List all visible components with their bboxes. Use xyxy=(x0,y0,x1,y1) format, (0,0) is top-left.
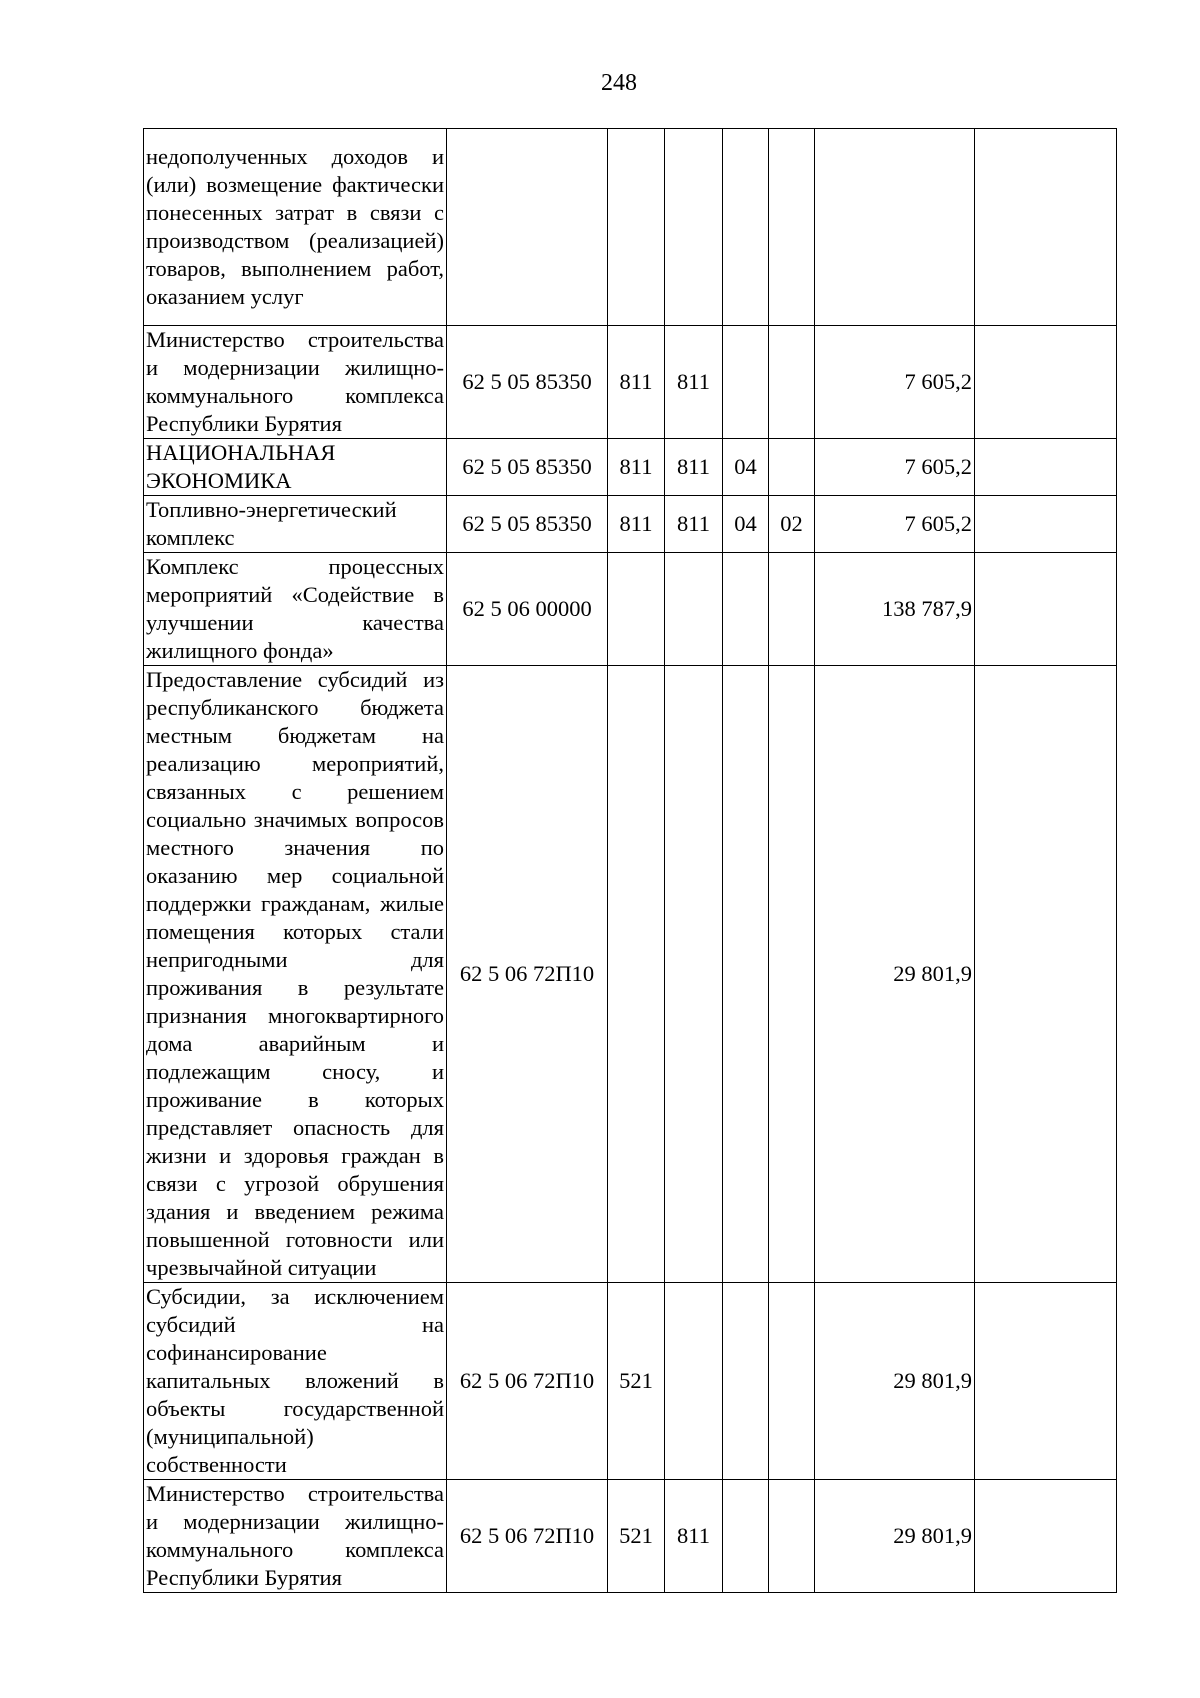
target-article-code: 62 5 06 72П10 xyxy=(447,1480,608,1593)
expense-type-code: 521 xyxy=(608,1283,665,1480)
table-row xyxy=(144,666,1117,1283)
subsection-code xyxy=(769,1480,815,1593)
section-code: 04 xyxy=(723,439,769,496)
target-article-code: 62 5 05 85350 xyxy=(447,326,608,439)
extra-cell xyxy=(975,129,1117,326)
expense-type-code xyxy=(608,129,665,326)
row-name: Комплекс процессных мероприятий «Содействие в улучшении качества жилищного фонда» xyxy=(144,553,447,666)
target-article-code: 62 5 06 72П10 xyxy=(447,1283,608,1480)
expense-type-code: 811 xyxy=(608,326,665,439)
extra-cell xyxy=(975,553,1117,666)
table-row xyxy=(144,326,1117,439)
budget-manager-code: 811 xyxy=(665,1480,723,1593)
section-code xyxy=(723,1283,769,1480)
extra-cell xyxy=(975,326,1117,439)
amount: 138 787,9 xyxy=(815,553,975,666)
row-name: Министерство строительства и модернизации жилищно-коммунального комплекса Республики Бурятия xyxy=(144,1480,447,1593)
budget-manager-code xyxy=(665,1283,723,1480)
subsection-code: 02 xyxy=(769,496,815,553)
amount xyxy=(815,129,975,326)
table-row xyxy=(144,553,1117,666)
subsection-code xyxy=(769,129,815,326)
budget-manager-code: 811 xyxy=(665,439,723,496)
row-name: Министерство строительства и модернизации жилищно-коммунального комплекса Республики Бурятия xyxy=(144,326,447,439)
target-article-code: 62 5 06 72П10 xyxy=(447,666,608,1283)
budget-table xyxy=(143,128,1117,1593)
expense-type-code: 521 xyxy=(608,1480,665,1593)
target-article-code: 62 5 05 85350 xyxy=(447,496,608,553)
amount: 29 801,9 xyxy=(815,666,975,1283)
target-article-code: 62 5 06 00000 xyxy=(447,553,608,666)
amount: 29 801,9 xyxy=(815,1283,975,1480)
table-row xyxy=(144,439,1117,496)
budget-manager-code xyxy=(665,666,723,1283)
budget-manager-code: 811 xyxy=(665,326,723,439)
row-name: Предоставление субсидий из республиканского бюджета местным бюджетам на реализацию мероприятий, связанных с решением социально значимых вопросов местного значения по оказанию мер социальной поддержки гражданам, жилые помещения которых стали непригодными для проживания в результате признания многоквартирного дома аварийным и подлежащим сносу, и проживание в которых представляет опасность для жизни и здоровья граждан в связи с угрозой обрушения здания и введением режима повышенной готовности или чрезвычайной ситуации xyxy=(144,666,447,1283)
table-row xyxy=(144,1283,1117,1480)
amount: 29 801,9 xyxy=(815,1480,975,1593)
section-code xyxy=(723,326,769,439)
amount: 7 605,2 xyxy=(815,496,975,553)
table-row xyxy=(144,496,1117,553)
section-code xyxy=(723,1480,769,1593)
expense-type-code xyxy=(608,666,665,1283)
amount: 7 605,2 xyxy=(815,439,975,496)
amount: 7 605,2 xyxy=(815,326,975,439)
extra-cell xyxy=(975,496,1117,553)
extra-cell xyxy=(975,666,1117,1283)
target-article-code xyxy=(447,129,608,326)
expense-type-code: 811 xyxy=(608,496,665,553)
section-code: 04 xyxy=(723,496,769,553)
row-name: Субсидии, за исключением субсидий на софинансирование капитальных вложений в объекты государственной (муниципальной) собственности xyxy=(144,1283,447,1480)
row-name: Топливно-энергетический комплекс xyxy=(144,496,447,553)
page-number: 248 xyxy=(601,70,637,96)
budget-manager-code xyxy=(665,553,723,666)
subsection-code xyxy=(769,553,815,666)
expense-type-code xyxy=(608,553,665,666)
section-code xyxy=(723,553,769,666)
section-code xyxy=(723,129,769,326)
expense-type-code: 811 xyxy=(608,439,665,496)
subsection-code xyxy=(769,326,815,439)
extra-cell xyxy=(975,439,1117,496)
budget-manager-code xyxy=(665,129,723,326)
subsection-code xyxy=(769,439,815,496)
subsection-code xyxy=(769,1283,815,1480)
extra-cell xyxy=(975,1480,1117,1593)
section-code xyxy=(723,666,769,1283)
row-name: НАЦИОНАЛЬНАЯ ЭКОНОМИКА xyxy=(144,439,447,496)
table-row xyxy=(144,1480,1117,1593)
target-article-code: 62 5 05 85350 xyxy=(447,439,608,496)
subsection-code xyxy=(769,666,815,1283)
row-name: недополученных доходов и (или) возмещение фактически понесенных затрат в связи с производством (реализацией) товаров, выполнением работ, оказанием услуг xyxy=(144,129,447,326)
table-row xyxy=(144,129,1117,326)
budget-manager-code: 811 xyxy=(665,496,723,553)
extra-cell xyxy=(975,1283,1117,1480)
